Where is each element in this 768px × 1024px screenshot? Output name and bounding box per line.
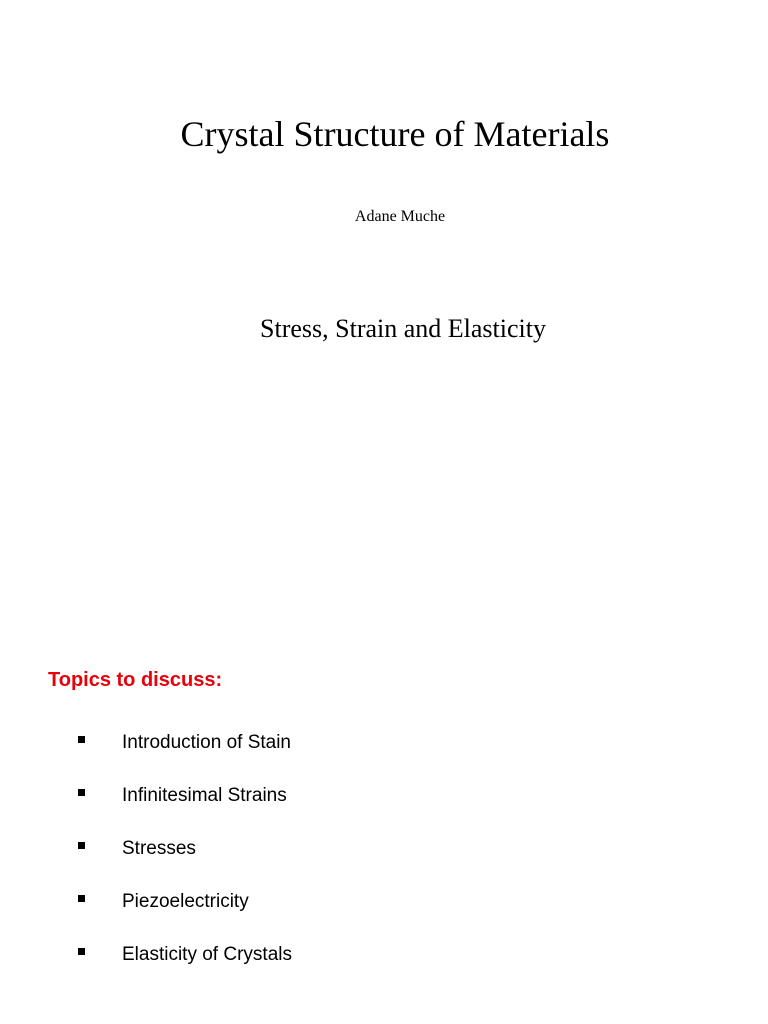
- square-bullet-icon: [78, 948, 85, 955]
- topic-label: Elasticity of Crystals: [122, 944, 292, 965]
- topic-label: Stresses: [122, 838, 196, 859]
- square-bullet-icon: [78, 842, 85, 849]
- topics-list: [78, 730, 292, 995]
- document-subtitle: Stress, Strain and Elasticity: [260, 314, 546, 343]
- topic-item: [78, 783, 292, 836]
- topic-item: [78, 730, 292, 783]
- document-title: Crystal Structure of Materials: [180, 114, 610, 154]
- topic-item: [78, 942, 292, 995]
- author-name: Adane Muche: [354, 208, 446, 225]
- square-bullet-icon: [78, 895, 85, 902]
- topic-label: Infinitesimal Strains: [122, 785, 287, 806]
- topic-label: Introduction of Stain: [122, 732, 291, 753]
- square-bullet-icon: [78, 736, 85, 743]
- topics-heading: Topics to discuss:: [48, 669, 223, 691]
- square-bullet-icon: [78, 789, 85, 796]
- topic-item: [78, 836, 292, 889]
- topic-label: Piezoelectricity: [122, 891, 249, 912]
- topic-item: [78, 889, 292, 942]
